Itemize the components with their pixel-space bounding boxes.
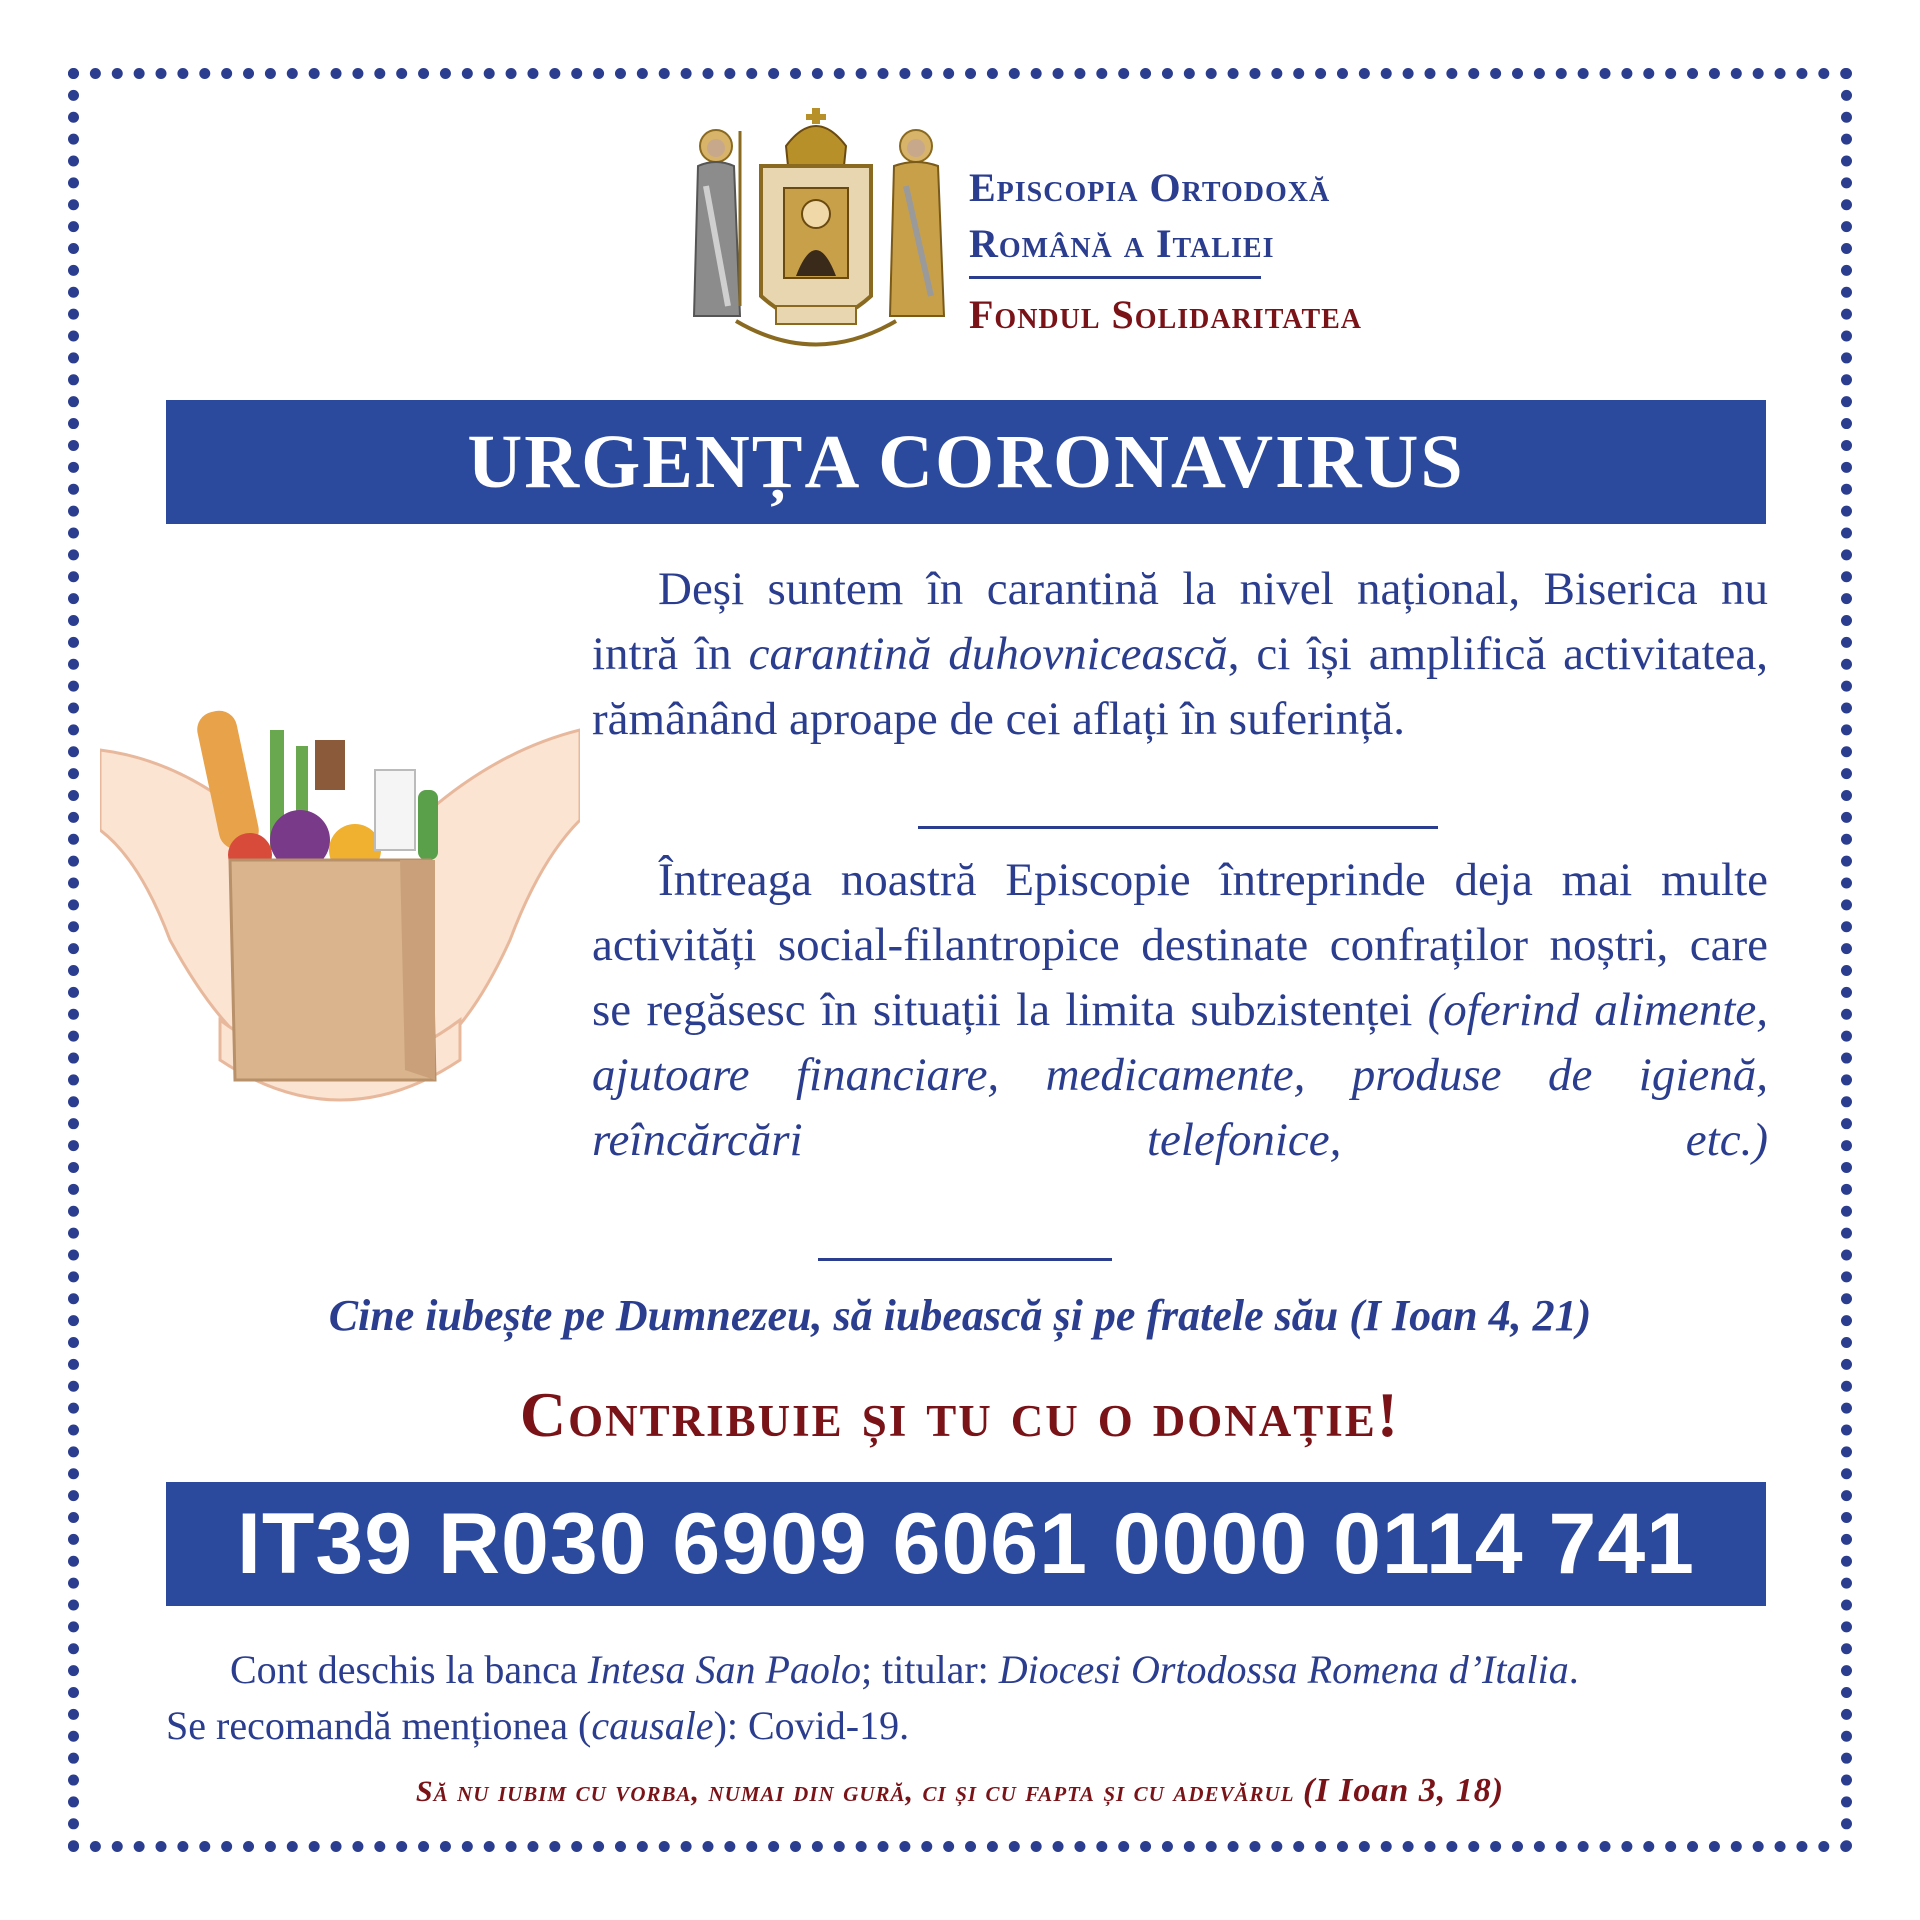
organization-name bbox=[969, 160, 1330, 272]
bank-period: . bbox=[1568, 1647, 1579, 1692]
divider-2 bbox=[818, 1258, 1112, 1261]
header bbox=[676, 106, 1446, 368]
divider-1 bbox=[918, 826, 1438, 829]
org-line-1: Episcopia Ortodoxă bbox=[969, 165, 1331, 210]
account-holder: Diocesi Ortodossa Romena d’Italia bbox=[998, 1647, 1569, 1692]
bible-verse: Cine iubește pe Dumnezeu, să iubească și pe fratele său (I Ioan 4, 21) bbox=[328, 1291, 1592, 1340]
causale-value: ): Covid-19. bbox=[713, 1703, 910, 1748]
intro-text-part-2: , ci își amplifică activitatea, rămânând aproape de cei aflați în suferință. bbox=[592, 628, 1769, 745]
activities-paragraph bbox=[592, 848, 1768, 1173]
page-title: URGENȚA CORONAVIRUS bbox=[467, 420, 1465, 504]
bank-name: Intesa San Paolo bbox=[587, 1647, 861, 1692]
bank-details bbox=[166, 1642, 1772, 1754]
iban-number: IT39 R030 6909 6061 0000 0114 741 bbox=[236, 1496, 1696, 1592]
bank-line-2 bbox=[166, 1698, 1772, 1754]
causale-word: causale bbox=[591, 1703, 714, 1748]
hands-grocery-bag-illustration bbox=[100, 690, 580, 1130]
title-banner bbox=[166, 400, 1766, 524]
activities-text: Întreaga noastră Episcopie întreprinde deja mai multe activități social-filantropice destinate confraților noștri, care se regăsesc în situații la limita subzistenței bbox=[592, 854, 1768, 1036]
fund-name: Fondul Solidaritatea bbox=[969, 292, 1363, 337]
bank-text: Cont deschis la banca bbox=[230, 1647, 588, 1692]
footer-verse-reference: (I Ioan 3, 18) bbox=[1303, 1772, 1505, 1809]
holder-label: ; titular: bbox=[861, 1647, 999, 1692]
footer-verse bbox=[0, 1772, 1920, 1810]
diocese-emblem bbox=[676, 106, 956, 368]
footer-verse-text: Să nu iubim cu vorba, numai din gură, ci și cu fapta și cu adevărul bbox=[415, 1775, 1295, 1808]
donation-call-to-action: Contribuie și tu cu o donație! bbox=[519, 1379, 1401, 1450]
org-line-2: Română a Italiei bbox=[969, 221, 1275, 266]
intro-text-italic: carantină duhovnicească bbox=[748, 628, 1228, 680]
causale-label: Se recomandă menționea ( bbox=[166, 1703, 592, 1748]
activities-text-italic: (oferind alimente, ajutoare financiare, medicamente, produse de igienă, reîncărcări telefonice, etc.) bbox=[592, 984, 1768, 1166]
intro-paragraph bbox=[592, 557, 1768, 752]
header-divider bbox=[969, 276, 1261, 279]
intro-text-part-1: Deși suntem în carantină la nivel național, Biserica nu intră în bbox=[592, 563, 1768, 680]
bank-line-1 bbox=[166, 1642, 1772, 1698]
iban-banner bbox=[166, 1482, 1766, 1606]
